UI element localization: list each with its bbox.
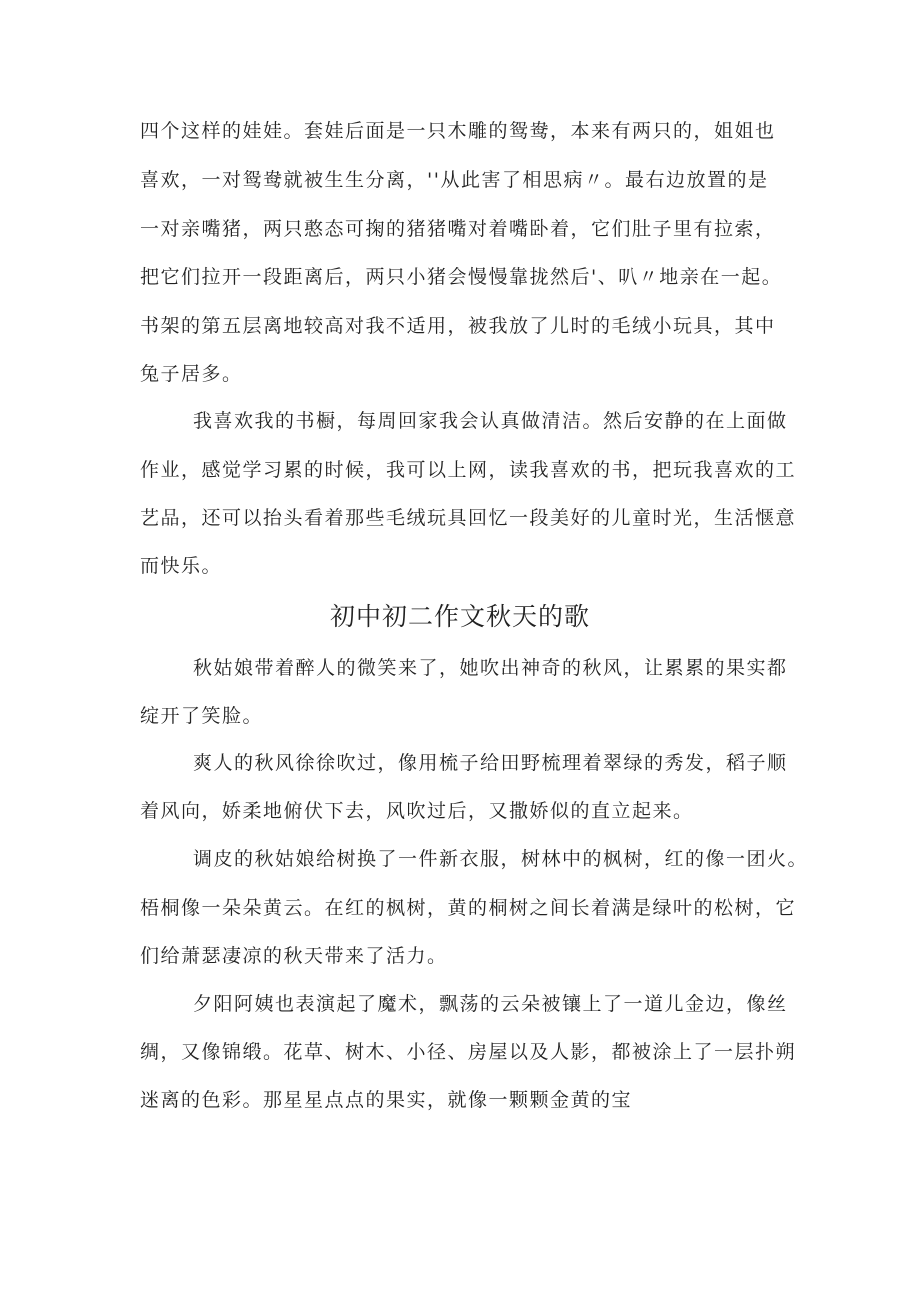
text-line: 我喜欢我的书橱，每周回家我会认真做清洁。然后安静的在上面做 bbox=[193, 410, 788, 432]
text-line: 们给萧瑟凄凉的秋天带来了活力。 bbox=[140, 945, 448, 967]
text-line: 一对亲嘴猪，两只憨态可掬的猪猪嘴对着嘴卧着，它们肚子里有拉索， bbox=[140, 218, 776, 240]
text-line: 爽人的秋风徐徐吹过，像用梳子给田野梳理着翠绿的秀发，稻子顺 bbox=[193, 752, 788, 774]
text-line: 兔子居多。 bbox=[140, 363, 243, 385]
text-line: 喜欢，一对鸳鸯就被生生分离，''从此害了相思病〃。最右边放置的是 bbox=[140, 169, 769, 191]
text-line: 书架的第五层离地较高对我不适用，被我放了儿时的毛绒小玩具，其中 bbox=[140, 315, 776, 337]
essay-title: 初中初二作文秋天的歌 bbox=[329, 602, 590, 631]
text-line: 艺品，还可以抬头看着那些毛绒玩具回忆一段美好的儿童时光，生活惬意 bbox=[140, 507, 797, 529]
text-line: 着风向，娇柔地俯伏下去，风吹过后，又撒娇似的直立起来。 bbox=[140, 800, 694, 822]
text-line: 绽开了笑脸。 bbox=[140, 705, 264, 727]
text-line: 秋姑娘带着醉人的微笑来了，她吹出神奇的秋风，让累累的果实都 bbox=[193, 657, 788, 679]
text-line: 调皮的秋姑娘给树换了一件新衣服，树林中的枫树，红的像一团火。 bbox=[193, 848, 809, 870]
text-line: 四个这样的娃娃。套娃后面是一只木雕的鸳鸯，本来有两只的，姐姐也 bbox=[140, 120, 776, 142]
text-line: 梧桐像一朵朵黄云。在红的枫树，黄的桐树之间长着满是绿叶的松树，它 bbox=[140, 897, 797, 919]
text-line: 绸，又像锦缎。花草、树木、小径、房屋以及人影，都被涂上了一层扑朔 bbox=[140, 1041, 797, 1063]
text-line: 作业，感觉学习累的时候，我可以上网，读我喜欢的书，把玩我喜欢的工 bbox=[140, 459, 797, 481]
text-line: 夕阳阿姨也表演起了魔术，飘荡的云朵被镶上了一道儿金边，像丝 bbox=[193, 993, 788, 1015]
text-line: 而快乐。 bbox=[140, 555, 223, 577]
text-line: 把它们拉开一段距离后，两只小猪会慢慢靠拢然后'、叭〃地亲在一起。 bbox=[140, 266, 783, 288]
text-line: 迷离的色彩。那星星点点的果实，就像一颗颗金黄的宝 bbox=[140, 1089, 633, 1111]
